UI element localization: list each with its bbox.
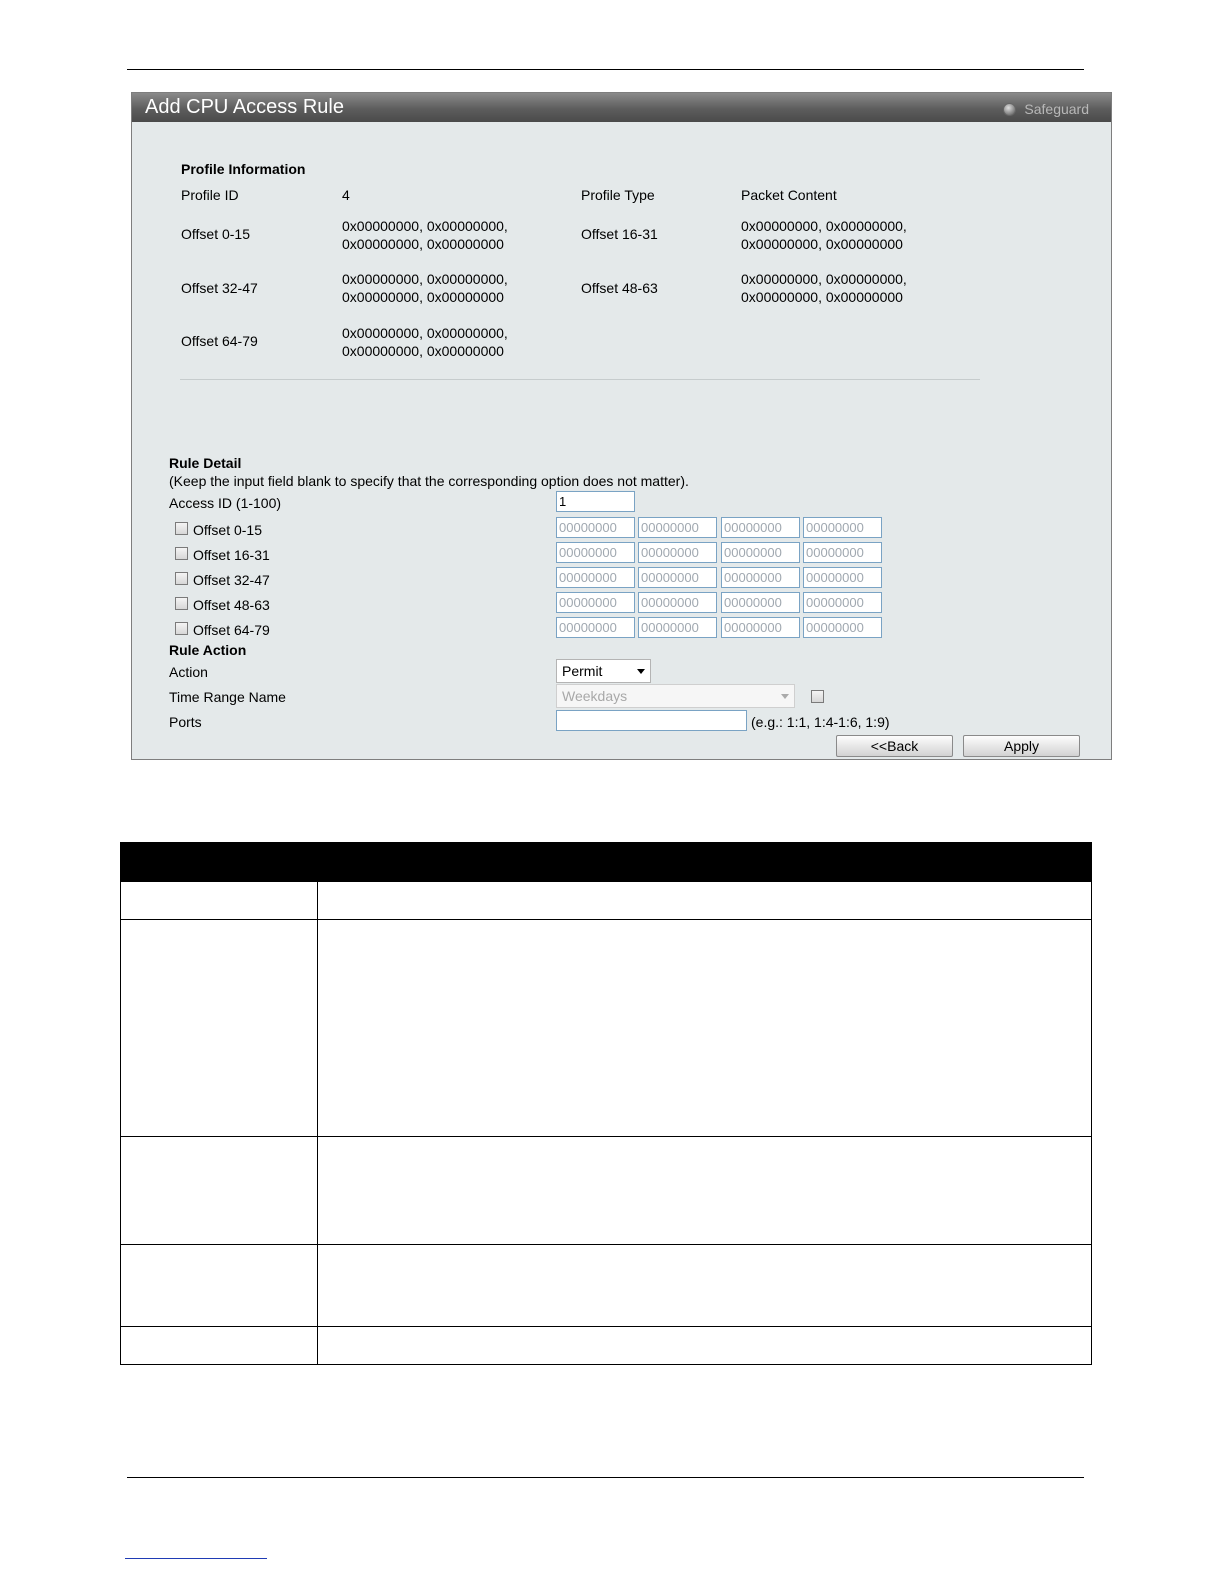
offset-input[interactable]: 00000000 — [556, 517, 635, 538]
offset-input[interactable]: 00000000 — [638, 592, 717, 613]
offset-value-line: 0x00000000, 0x00000000 — [342, 343, 504, 359]
offset-checkbox[interactable] — [175, 547, 188, 560]
offset-checkbox[interactable] — [175, 572, 188, 585]
offset-row-label: Offset 0-15 — [193, 522, 263, 538]
table-row — [121, 920, 1092, 1137]
time-range-label: Time Range Name — [169, 689, 286, 705]
table-row — [121, 1327, 1092, 1365]
window-title: Add CPU Access Rule — [145, 96, 344, 118]
chevron-down-icon — [781, 694, 789, 699]
action-select[interactable] — [556, 659, 651, 683]
access-id-label: Access ID (1-100) — [169, 495, 282, 511]
ports-label: Ports — [169, 714, 202, 730]
offset-value-line: 0x00000000, 0x00000000, — [741, 271, 907, 287]
offset-input[interactable]: 00000000 — [803, 567, 882, 588]
action-label: Action — [169, 664, 208, 680]
access-id-input[interactable]: 1 — [556, 491, 635, 512]
rule-detail-note: (Keep the input field blank to specify that the corresponding option does not matter). — [169, 473, 689, 489]
rule-detail-heading: Rule Detail — [169, 455, 242, 471]
offset-input[interactable]: 00000000 — [721, 617, 800, 638]
time-range-select-value: Weekdays — [562, 688, 628, 704]
profile-info-heading: Profile Information — [181, 161, 306, 177]
back-button[interactable]: <<Back — [836, 735, 953, 757]
offset-row-label: Offset 16-31 — [193, 547, 270, 563]
offset-value-line: 0x00000000, 0x00000000 — [342, 236, 504, 252]
offset-label: Offset 32-47 — [181, 280, 258, 296]
offset-value-line: 0x00000000, 0x00000000, — [342, 218, 508, 234]
offset-checkbox[interactable] — [175, 622, 188, 635]
offset-input[interactable]: 00000000 — [556, 592, 635, 613]
footer-rule — [127, 1477, 1084, 1478]
offset-input[interactable]: 00000000 — [721, 567, 800, 588]
section-divider — [180, 379, 980, 380]
profile-id-value: 4 — [342, 187, 350, 203]
offset-input[interactable]: 00000000 — [556, 617, 635, 638]
table-row — [121, 1137, 1092, 1245]
ports-hint: (e.g.: 1:1, 1:4-1:6, 1:9) — [751, 714, 890, 730]
offset-input[interactable]: 00000000 — [803, 542, 882, 563]
offset-value-line: 0x00000000, 0x00000000, — [741, 218, 907, 234]
safeguard-status-icon — [1003, 103, 1016, 116]
offset-label: Offset 48-63 — [581, 280, 658, 296]
rule-action-heading: Rule Action — [169, 642, 247, 658]
offset-checkbox[interactable] — [175, 597, 188, 610]
offset-input[interactable]: 00000000 — [638, 567, 717, 588]
footer-link-underline — [125, 1558, 267, 1559]
offset-value-line: 0x00000000, 0x00000000 — [342, 289, 504, 305]
profile-type-label: Profile Type — [581, 187, 655, 203]
time-range-checkbox[interactable] — [811, 690, 824, 703]
offset-row-label: Offset 48-63 — [193, 597, 270, 613]
parameter-description-table — [120, 842, 1092, 1365]
safeguard-indicator — [1003, 101, 1089, 117]
window-titlebar — [132, 93, 1111, 122]
offset-input[interactable]: 00000000 — [803, 517, 882, 538]
offset-input[interactable]: 00000000 — [803, 617, 882, 638]
offset-value-line: 0x00000000, 0x00000000, — [342, 325, 508, 341]
profile-id-label: Profile ID — [181, 187, 239, 203]
offset-label: Offset 64-79 — [181, 333, 258, 349]
offset-value-line: 0x00000000, 0x00000000 — [741, 236, 903, 252]
table-row — [121, 882, 1092, 920]
action-select-value: Permit — [562, 663, 603, 679]
table-header-row — [121, 843, 1092, 882]
offset-input[interactable]: 00000000 — [721, 517, 800, 538]
profile-type-value: Packet Content — [741, 187, 837, 203]
offset-input[interactable]: 00000000 — [721, 542, 800, 563]
ports-input[interactable] — [556, 710, 747, 731]
offset-input[interactable]: 00000000 — [803, 592, 882, 613]
offset-label: Offset 0-15 — [181, 226, 251, 242]
header-rule — [127, 69, 1084, 70]
time-range-select[interactable] — [556, 684, 795, 708]
offset-input[interactable]: 00000000 — [638, 617, 717, 638]
offset-row-label: Offset 32-47 — [193, 572, 270, 588]
chevron-down-icon — [637, 669, 645, 674]
table-row — [121, 1245, 1092, 1327]
offset-value-line: 0x00000000, 0x00000000 — [741, 289, 903, 305]
offset-value-line: 0x00000000, 0x00000000, — [342, 271, 508, 287]
add-cpu-access-rule-window — [131, 92, 1112, 760]
offset-input[interactable]: 00000000 — [721, 592, 800, 613]
offset-input[interactable]: 00000000 — [556, 542, 635, 563]
offset-label: Offset 16-31 — [581, 226, 658, 242]
apply-button[interactable]: Apply — [963, 735, 1080, 757]
safeguard-label: Safeguard — [1024, 101, 1089, 117]
offset-checkbox[interactable] — [175, 522, 188, 535]
offset-input[interactable]: 00000000 — [638, 542, 717, 563]
offset-input[interactable]: 00000000 — [638, 517, 717, 538]
offset-row-label: Offset 64-79 — [193, 622, 270, 638]
offset-input[interactable]: 00000000 — [556, 567, 635, 588]
